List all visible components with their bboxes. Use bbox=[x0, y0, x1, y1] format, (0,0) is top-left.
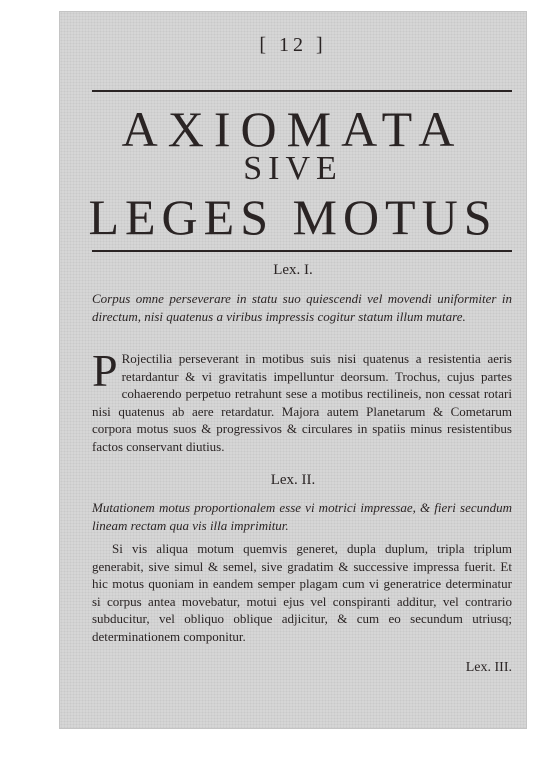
catchword: Lex. III. bbox=[465, 660, 512, 675]
lex2-paragraph: Si vis aliqua motum quemvis generet, dupla duplum, tripla triplum generabit, sive simul & semel, sive gradatim & successive impressa fuerit. Et hic motus quoniam in eandem semper plagam cum vi generatrice determinatur si corpus antea movebatur, motui ejus vel conspiranti additur, vel contrario subducitur, vel obliquo oblique adjicitur, & cum eo secundum utriusq; determinationem componitur. bbox=[92, 541, 512, 644]
dropcap: P bbox=[92, 345, 118, 396]
lex2-heading: Lex. II. bbox=[270, 472, 316, 488]
top-rule bbox=[92, 90, 512, 92]
book-page bbox=[60, 12, 526, 728]
lex1-heading: Lex. I. bbox=[273, 262, 313, 278]
lex1-body-text: Rojectilia perseverant in motibus suis nisi quatenus a resistentia aeris retardantur & vi gravitatis impelluntur deorsum. Trochus, cujus partes cohaerendo perpetuo retrahunt sese a motibus rectilineis, non cessat rotari nisi quatenus ab aere retardatur. Majora autem Planetarum & Cometarum corpora motus suos & progressivos & circulares in spatiis minus resistentibus factos conservant diutius. bbox=[92, 351, 512, 454]
lex2-statement: Mutationem motus proportionalem esse vi motrici impressae, & fieri secundum lineam rectam qua vis illa imprimitur. bbox=[92, 500, 512, 533]
title-sive: SIVE bbox=[243, 150, 343, 187]
title-bottom-rule bbox=[92, 250, 512, 252]
title-axiomata: AXIOMATA bbox=[121, 101, 465, 157]
title-leges-motus: LEGES MOTUS bbox=[88, 189, 498, 245]
lex1-statement: Corpus omne perseverare in statu suo quiescendi vel movendi uniformiter in directum, nisi quatenus a viribus impressis cogitur statum illum mutare. bbox=[92, 291, 512, 324]
lex1-paragraph bbox=[92, 345, 512, 455]
page-number: [ 12 ] bbox=[259, 34, 327, 56]
